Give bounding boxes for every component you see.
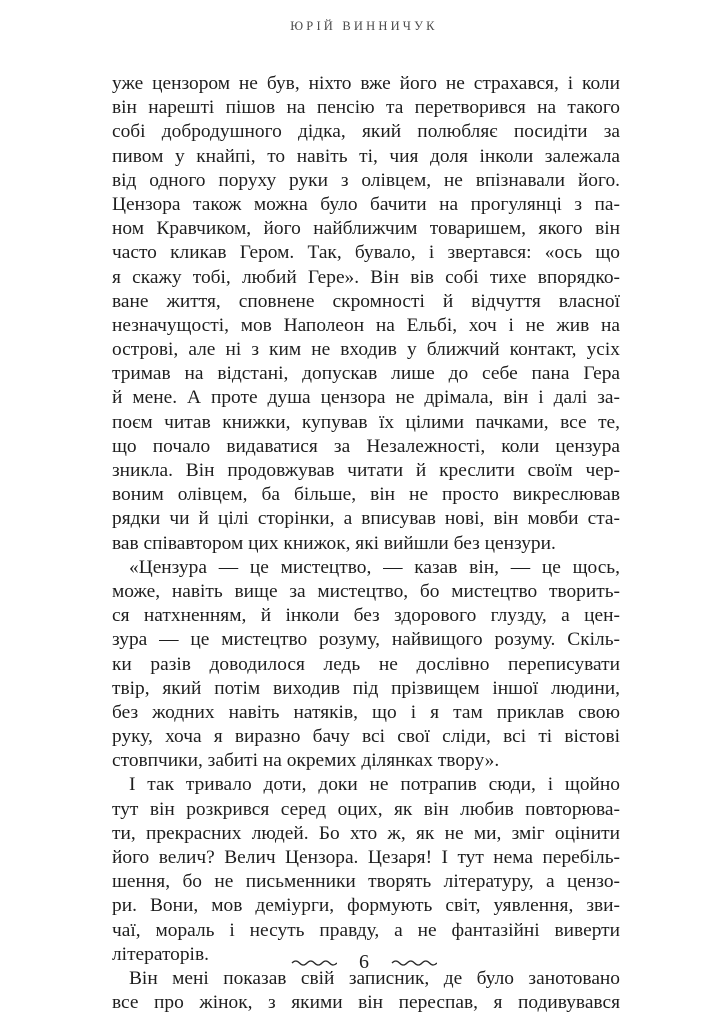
wave-ornament-left-icon <box>291 958 337 968</box>
text-line: без жодних навіть натяків, що і я там приклав свою <box>112 701 620 723</box>
page-footer <box>0 951 728 974</box>
text-line: уже цензором не був, ніхто вже його не страхався, і коли <box>112 73 620 94</box>
body-text <box>112 72 620 1015</box>
text-line: від одного поруху руки з олівцем, не впізнавали його. <box>112 169 620 191</box>
text-line: його велич? Велич Цензора. Цезаря! І тут нема перебіль- <box>112 847 620 868</box>
text-line: руку, хоча я виразно бачу всі свої сліди, всі ті вістові <box>112 726 620 748</box>
text-line: твір, який потім виходив під прізвищем іншої людини, <box>112 677 620 699</box>
text-line: І так тривало доти, доки не потрапив сюди, і щойно <box>129 774 620 796</box>
text-line: зникла. Він продовжував читати й креслити своїм чер- <box>112 460 620 481</box>
text-line: може, навіть вище за мистецтво, бо мистецтво творить- <box>112 580 620 602</box>
text-line: що почало видаватися за Незалежності, коли цензура <box>112 435 620 457</box>
text-line: він нарешті пішов на пенсію та перетворився на такого <box>112 97 620 119</box>
text-line: стовпчики, забиті на окремих ділянках твору». <box>112 750 500 772</box>
text-line: незначущості, мов Наполеон на Ельбі, хоч і не жив на <box>112 314 620 336</box>
text-line: ся натхненням, й інколи без здорового глузду, а цен- <box>112 605 620 627</box>
text-line: я скажу тобі, любий Гере». Він вів собі тихе впорядко- <box>112 266 620 288</box>
text-line: рядки чи й цілі сторінки, а вписував нові, він мовби ста- <box>112 508 620 530</box>
text-line: літераторів. <box>112 943 209 965</box>
text-line: часто кликав Гером. Так, бувало, і звертався: «ось що <box>112 242 620 264</box>
text-line: й мене. А проте душа цензора не дрімала, він і далі за- <box>112 387 620 409</box>
text-line: воним олівцем, ба більше, він не просто викреслював <box>112 484 620 506</box>
text-line: острові, але ні з ким не входив у ближчий контакт, усіх <box>112 339 620 361</box>
wave-ornament-right-icon <box>391 958 437 968</box>
text-line: тут він розкрився серед оцих, як він любив повторюва- <box>112 798 620 820</box>
text-line: ном Кравчиком, його найближчим товаришем, якого він <box>112 218 620 240</box>
text-line: ти, прекрасних людей. Бо хто ж, як не ми, зміг оцінити <box>112 822 620 844</box>
text-line: чаї, мораль і несуть правду, а не фантазійні виверти <box>112 919 620 941</box>
running-head: ЮРІЙ ВИННИЧУК <box>290 19 438 33</box>
text-line: все про жінок, з якими він переспав, я подивувався <box>112 992 620 1014</box>
text-line: Цензора також можна було бачити на прогулянці з па- <box>112 193 620 215</box>
text-line: Він мені показав свій записник, де було занотовано <box>129 967 620 989</box>
text-line: зура — це мистецтво розуму, найвищого розуму. Скіль- <box>112 629 620 651</box>
page-number: 6 <box>359 951 369 973</box>
text-line: ки разів доводилося ледь не дослівно переписувати <box>112 653 620 675</box>
text-line: шення, бо не письменники творять літературу, а цензо- <box>112 871 620 893</box>
text-line: ване життя, сповнене скромності й відчуття власної <box>112 290 620 312</box>
text-line: ри. Вони, мов деміурги, формують світ, уявлення, зви- <box>112 895 620 917</box>
text-line: собі добродушного дідка, який полюбляє посидіти за <box>112 121 620 143</box>
text-line: пивом у кнайпі, то навіть ті, чия доля інколи залежала <box>112 145 620 167</box>
text-line: тримав на відстані, допускав лише до себе пана Гера <box>112 363 620 385</box>
text-line: вав співавтором цих книжок, які вийшли без цензури. <box>112 532 556 554</box>
text-line: поєм читав книжки, купував їх цілими пачками, все те, <box>112 411 620 433</box>
text-line: «Цензура — це мистецтво, — казав він, — це щось, <box>129 556 620 578</box>
